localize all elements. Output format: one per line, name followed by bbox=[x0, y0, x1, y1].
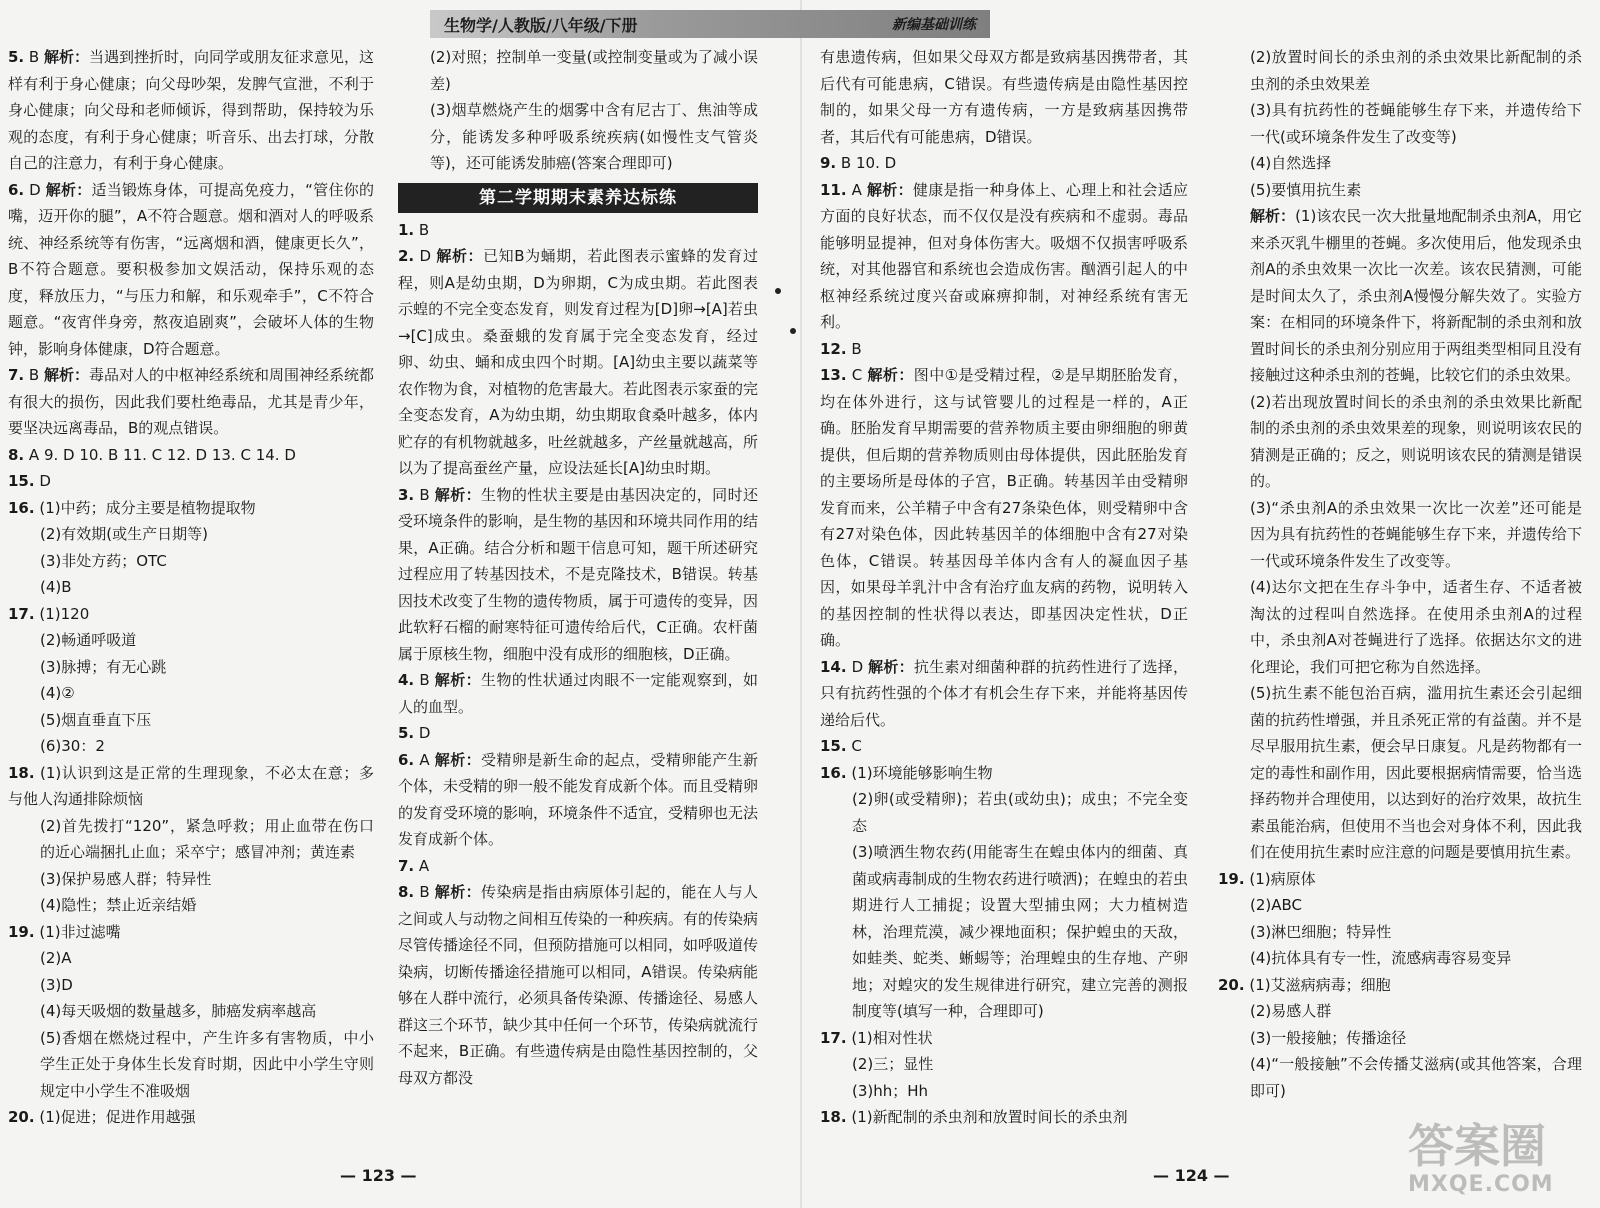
section-title: 第二学期期末素养达标练 bbox=[398, 183, 758, 213]
answer-number: 20. bbox=[8, 1108, 35, 1126]
answer-text: (2)放置时间长的杀虫剂的杀虫效果比新配制的杀虫剂的杀虫效果差 bbox=[1250, 48, 1582, 93]
answer-line bbox=[820, 760, 1188, 787]
answer-line bbox=[820, 336, 1188, 363]
answer-text: (2)易感人群 bbox=[1250, 1002, 1332, 1020]
answer-text: (4)② bbox=[40, 684, 75, 702]
header-title: 生物学/人教版/八年级/下册 bbox=[444, 15, 638, 35]
analysis-text: 传染病是指由病原体引起的，能在人与人之间或人与动物之间相互传染的一种疾病。有的传染病尽管传播途径不同，但预防措施可以相同，如呼吸道传染病，切断传播途径措施可以相同，A错误。传染病能够在人群中流行，必须具备传染源、传播途径、易感人群这三个环节，缺少其中任何一个环节，传染病就流行不起来，B正确。有些遗传病是由隐性基因控制的，父母双方都没 bbox=[398, 883, 759, 1087]
answer-line bbox=[1218, 97, 1582, 150]
answer-line bbox=[8, 998, 374, 1025]
answer-line bbox=[1218, 919, 1582, 946]
answer-number: 15. bbox=[8, 472, 35, 490]
analysis-label: 解析： bbox=[867, 366, 914, 384]
answer-text: (2)首先拨打“120”，紧急呼救；用止血带在伤口的近心端捆扎止血；采卒宁；感冒冲剂；黄连素 bbox=[40, 816, 374, 861]
answer-line bbox=[8, 866, 374, 893]
answer-line bbox=[1218, 389, 1582, 495]
answer-text: (3)“杀虫剂A的杀虫效果一次比一次差”还可能是因为具有抗药性的苍蝇能够生存下来，并遗传给下一代或环境条件发生了改变等。 bbox=[1250, 498, 1582, 570]
analysis-label: 解析： bbox=[434, 883, 482, 901]
answer-line bbox=[398, 720, 758, 747]
answer-text: (4)抗体具有专一性，流感病毒容易变异 bbox=[1250, 949, 1512, 967]
answer-text: B bbox=[419, 671, 435, 689]
answer-text: D bbox=[419, 247, 437, 265]
answer-text: (4)达尔文把在生存斗争中，适者生存、不适者被淘汰的过程叫自然选择。在使用杀虫剂A的过程中，杀虫剂A对苍蝇进行了选择。依据达尔文的进化理论，我们可把它称为自然选择。 bbox=[1250, 578, 1582, 676]
answer-number: 6. bbox=[398, 750, 415, 769]
answer-text: (5)要慎用抗生素 bbox=[1250, 180, 1362, 199]
column-4 bbox=[1218, 44, 1582, 1104]
answer-text: (2)A bbox=[40, 949, 72, 967]
answer-text: (3)脉搏；有无心跳 bbox=[40, 657, 167, 676]
answer-line bbox=[8, 892, 374, 919]
answer-text: (3)具有抗药性的苍蝇能够生存下来，并遗传给下一代(或环境条件发生了改变等) bbox=[1250, 101, 1582, 146]
answer-number: 3. bbox=[398, 485, 415, 504]
answer-line bbox=[1218, 44, 1582, 97]
answer-line bbox=[820, 362, 1188, 654]
answer-number: 16. bbox=[8, 498, 35, 517]
answer-line bbox=[820, 177, 1188, 336]
answer-text: (4)每天吸烟的数量越多，肺癌发病率越高 bbox=[40, 1002, 317, 1020]
answer-line bbox=[8, 521, 374, 548]
answer-text: C bbox=[851, 366, 868, 384]
answer-text: (1)病原体 bbox=[1249, 869, 1316, 888]
answer-number: 17. bbox=[8, 604, 35, 623]
answer-number: 6. bbox=[8, 180, 25, 199]
answer-text: A bbox=[851, 180, 867, 199]
answer-line bbox=[8, 654, 374, 681]
answer-text: (1)环境能够影响生物 bbox=[851, 763, 993, 782]
answer-line bbox=[1218, 680, 1582, 866]
analysis-label: 解析： bbox=[436, 247, 484, 265]
answer-number: 17. bbox=[820, 1028, 847, 1047]
answer-number: 5. bbox=[398, 724, 415, 742]
answer-line bbox=[398, 482, 758, 668]
answer-line bbox=[1218, 892, 1582, 919]
answer-line bbox=[1218, 972, 1582, 999]
answer-line bbox=[8, 707, 374, 734]
answer-text: C bbox=[851, 737, 862, 755]
answer-line bbox=[398, 217, 758, 244]
answer-line bbox=[1218, 177, 1582, 204]
analysis-label: 解析： bbox=[45, 180, 92, 199]
analysis-label: 解析： bbox=[434, 671, 482, 689]
answer-text: (1)非过滤嘴 bbox=[39, 922, 121, 941]
watermark bbox=[1408, 1120, 1588, 1200]
answer-number: 19. bbox=[8, 922, 35, 941]
answer-line bbox=[820, 1104, 1188, 1131]
analysis-text: 当遇到挫折时，向同学或朋友征求意见，这样有利于身心健康；向父母吵架，发脾气宣泄，不利于身心健康；向父母和老师倾诉，得到帮助，保持较为乐观的态度，有利于身心健康；听音乐、出去打球，分散自己的注意力，有利于身心健康。 bbox=[8, 48, 375, 172]
answer-number: 20. bbox=[1218, 975, 1245, 994]
answer-line bbox=[1218, 866, 1582, 893]
answer-text: B 10. D bbox=[840, 154, 897, 172]
analysis-text: 受精卵是新生命的起点，受精卵能产生新个体，未受精的卵一般不能发育成新个体。而且受精卵的发育受环境的影响，环境条件不适宜，受精卵也无法发育成新个体。 bbox=[398, 750, 759, 848]
answer-text: (6)30：2 bbox=[40, 737, 105, 755]
answer-text: (2)三；显性 bbox=[852, 1055, 934, 1073]
answer-text: A bbox=[419, 750, 435, 769]
analysis-text: (1)该农民一次大批量地配制杀虫剂A，用它来杀灭乳牛棚里的苍蝇。多次使用后，他发现杀虫剂A的杀虫效果一次比一次差。该农民猜测，可能是时间太久了，杀虫剂A慢慢分解失效了。实验方案：在相同的环境条件下，将新配制的杀虫剂和放置时间长的杀虫剂分别应用于两组类型相同且没有接触过这种杀虫剂的苍蝇，比较它们的杀虫效果。 bbox=[1250, 207, 1582, 384]
answer-line bbox=[820, 733, 1188, 760]
answer-number: 7. bbox=[8, 366, 25, 384]
column-2 bbox=[398, 44, 758, 1091]
answer-line bbox=[820, 1051, 1188, 1078]
page-number-left: — 123 — bbox=[340, 1166, 417, 1185]
watermark-logo-text: 答案圈 bbox=[1408, 1119, 1546, 1173]
answer-line bbox=[398, 243, 758, 482]
analysis-text: 健康是指一种身体上、心理上和社会适应方面的良好状态，而不仅仅是没有疾病和不虚弱。毒品能够明显提神，但对身体伤害大。吸烟不仅损害呼吸系统，对其他器官和系统也会造成伤害。酗酒引起人的中枢神经系统过度兴奋或麻痹抑制，对神经系统有害无利。 bbox=[820, 180, 1188, 331]
answer-line bbox=[8, 813, 374, 866]
print-dot bbox=[775, 288, 781, 294]
answer-number: 5. bbox=[8, 48, 25, 66]
answer-text: D bbox=[29, 180, 46, 199]
answer-line bbox=[1218, 1025, 1582, 1052]
answer-text: (1)相对性状 bbox=[851, 1028, 933, 1047]
answer-line bbox=[8, 680, 374, 707]
answer-line bbox=[820, 654, 1188, 734]
running-header bbox=[430, 10, 990, 38]
answer-number: 11. bbox=[820, 180, 847, 199]
column-3 bbox=[820, 44, 1188, 1131]
answer-text: (4)自然选择 bbox=[1250, 154, 1332, 172]
answer-number: 2. bbox=[398, 247, 415, 265]
answer-line bbox=[8, 495, 374, 522]
analysis-label: 解析： bbox=[1250, 207, 1296, 225]
answer-number: 15. bbox=[820, 737, 847, 755]
answer-text: (2)有效期(或生产日期等) bbox=[40, 525, 208, 543]
answer-text: B bbox=[419, 883, 435, 901]
answer-text: (4)B bbox=[40, 578, 72, 596]
answer-line bbox=[1218, 945, 1582, 972]
answer-text: (3)hh；Hh bbox=[852, 1081, 929, 1100]
analysis-text: 生物的性状主要是由基因决定的，同时还受环境条件的影响，是生物的基因和环境共同作用的结果，A正确。结合分析和题干信息可知，题干所述研究过程应用了转基因技术，不是克隆技术，B错误。转基因技术改变了生物的遗传物质，属于可遗传的变异，因此软籽石榴的耐寒特征可遗传给后代，C正确。农杆菌属于原核生物，细胞中没有成形的细胞核，D正确。 bbox=[398, 485, 759, 663]
answer-number: 4. bbox=[398, 671, 415, 689]
answer-line bbox=[8, 1104, 374, 1131]
answer-text: B bbox=[28, 366, 44, 384]
analysis-label: 解析： bbox=[867, 180, 913, 199]
answer-text: D bbox=[851, 657, 869, 676]
answer-text: (1)艾滋病病毒；细胞 bbox=[1249, 975, 1391, 994]
answer-text: (2)卵(或受精卵)；若虫(或幼虫)；成虫；不完全变态 bbox=[852, 790, 1188, 835]
analysis-label: 解析： bbox=[43, 366, 89, 384]
answer-line bbox=[8, 44, 374, 177]
column-1 bbox=[8, 44, 374, 1131]
answer-line bbox=[8, 601, 374, 628]
answer-text: (4)“一般接触”不会传播艾滋病(或其他答案，合理即可) bbox=[1250, 1055, 1582, 1100]
answer-number: 16. bbox=[820, 763, 847, 782]
answer-line bbox=[820, 786, 1188, 839]
answer-text: (3)一般接触；传播途径 bbox=[1250, 1028, 1407, 1047]
answer-text: (1)认识到这是正常的生理现象，不必太在意；多与他人沟通排除烦恼 bbox=[8, 763, 374, 808]
answer-number: 14. bbox=[820, 657, 847, 676]
answer-line bbox=[8, 574, 374, 601]
page-number-right: — 124 — bbox=[1153, 1166, 1230, 1185]
answer-text: (1)中药；成分主要是植物提取物 bbox=[39, 498, 256, 517]
answer-text: 有患遗传病，但如果父母双方都是致病基因携带者，其后代有可能患病，C错误。有些遗传病是由隐性基因控制的，如果父母一方有遗传病，一方是致病基因携带者，其后代有可能患病，D错误。 bbox=[820, 48, 1188, 146]
answer-line bbox=[1218, 150, 1582, 177]
answer-text: (1)新配制的杀虫剂和放置时间长的杀虫剂 bbox=[851, 1108, 1128, 1126]
print-dot bbox=[790, 328, 796, 334]
answer-text: (3)保护易感人群；特异性 bbox=[40, 869, 212, 888]
answer-text: A bbox=[418, 856, 430, 875]
answer-text: (3)非处方药；OTC bbox=[40, 551, 167, 570]
analysis-label: 解析： bbox=[868, 657, 914, 676]
answer-text: (3)D bbox=[40, 975, 73, 994]
answer-line bbox=[8, 442, 374, 469]
answer-number: 12. bbox=[820, 339, 847, 358]
answer-text: (5)烟直垂直下压 bbox=[40, 710, 152, 729]
answer-line bbox=[8, 468, 374, 495]
answer-text: (3)烟草燃烧产生的烟雾中含有尼古丁、焦油等成分，能诱发多种呼吸系统疾病(如慢性支气管炎等)，还可能诱发肺癌(答案合理即可) bbox=[430, 101, 758, 172]
analysis-label: 解析： bbox=[434, 750, 482, 769]
answer-line bbox=[820, 839, 1188, 1025]
answer-number: 7. bbox=[398, 856, 415, 875]
answer-line bbox=[8, 760, 374, 813]
answer-line bbox=[8, 362, 374, 442]
answer-line bbox=[8, 733, 374, 760]
answer-text: D bbox=[39, 472, 51, 490]
analysis-text: 图中①是受精过程，②是早期胚胎发育，均在体外进行，这与试管婴儿的过程是一样的，A正确。胚胎发育早期需要的营养物质主要由卵细胞的卵黄提供，但后期的营养物质则由母体提供，因此胚胎发育的主要场所是母体的子宫，B正确。转基因羊由受精卵发育而来，公羊精子中含有27条染色体，则受精卵中含有27对染色体，因此转基因羊的体细胞中含有27对染色体，C错误。转基因母羊体内含有人的凝血因子基因，如果母羊乳汁中含有治疗血友病的药物，说明转入的基因控制的性状得以表达，即基因决定性状，D正确。 bbox=[820, 366, 1188, 649]
answer-text: (1)促进；促进作用越强 bbox=[39, 1108, 196, 1126]
answer-number: 1. bbox=[398, 220, 415, 239]
answer-text: (5)香烟在燃烧过程中，产生许多有害物质，中小学生正处于身体生长发育时期，因此中小学生守则规定中小学生不准吸烟 bbox=[40, 1028, 374, 1100]
answer-number: 9. bbox=[820, 154, 837, 172]
answer-text: (2)若出现放置时间长的杀虫剂的杀虫效果比新配制的杀虫剂的杀虫效果差的现象，则说明该农民的猜测是正确的；反之，则说明该农民的猜测是错误的。 bbox=[1250, 392, 1582, 490]
answer-line bbox=[398, 747, 758, 853]
answer-text: (2)ABC bbox=[1250, 896, 1303, 914]
answer-text: (1)120 bbox=[39, 604, 90, 623]
answer-line bbox=[1218, 574, 1582, 680]
answer-text: A 9. D 10. B 11. C 12. D 13. C 14. D bbox=[28, 445, 296, 464]
answer-line bbox=[398, 44, 758, 97]
answer-line bbox=[8, 919, 374, 946]
answer-number: 18. bbox=[8, 763, 35, 782]
answer-text: (3)喷洒生物农药(用能寄生在蝗虫体内的细菌、真菌或病毒制成的生物农药进行喷洒)；在蝗虫的若虫期进行人工捕捉；设置大型捕虫网；大力植树造林，治理荒漠，减少裸地面积；保护蝗虫的天敌，如蛙类、蛇类、蜥蜴等；治理蝗虫的生存地、产卵地；对蝗灾的发生规律进行研究，建立完善的测报制度等(填写一种，合理即可) bbox=[852, 843, 1188, 1020]
answer-line bbox=[8, 945, 374, 972]
answer-text: D bbox=[418, 724, 431, 742]
analysis-text: 毒品对人的中枢神经系统和周围神经系统都有很大的损伤，因此我们要杜绝毒品，尤其是青少年，要坚决远离毒品，B的观点错误。 bbox=[8, 366, 375, 437]
answer-line bbox=[1218, 495, 1582, 575]
answer-line bbox=[820, 150, 1188, 177]
answer-text: (2)畅通呼吸道 bbox=[40, 631, 137, 649]
answer-line bbox=[820, 1025, 1188, 1052]
answer-text: (2)对照；控制单一变量(或控制变量或为了减小误差) bbox=[430, 48, 758, 93]
answer-text: B bbox=[851, 339, 862, 358]
answer-line bbox=[8, 627, 374, 654]
analysis-text: 抗生素对细菌种群的抗药性进行了选择，只有抗药性强的个体才有机会生存下来，并能将基因传递给后代。 bbox=[820, 657, 1188, 729]
answer-text: (5)抗生素不能包治百病，滥用抗生素还会引起细菌的抗药性增强，并且杀死正常的有益菌。并不是尽早服用抗生素，便会早日康复。凡是药物都有一定的毒性和副作用，因此要根据病情需要，恰当选择药物并合理使用，以达到好的治疗效果，故抗生素虽能治病，但使用不当也会对身体不利，因此我们在使用抗生素时应注意的问题是要慎用抗生素。 bbox=[1250, 684, 1582, 861]
analysis-label: 解析： bbox=[434, 485, 482, 504]
answer-text: B bbox=[418, 220, 430, 239]
answer-number: 8. bbox=[398, 883, 415, 901]
answer-text: (3)淋巴细胞；特异性 bbox=[1250, 922, 1392, 941]
answer-text: (4)隐性；禁止近亲结婚 bbox=[40, 896, 197, 914]
answer-line bbox=[8, 972, 374, 999]
answer-number: 19. bbox=[1218, 869, 1245, 888]
page-fold bbox=[800, 0, 802, 1208]
answer-line bbox=[8, 177, 374, 363]
answer-number: 8. bbox=[8, 445, 25, 464]
answer-line bbox=[1218, 998, 1582, 1025]
answer-line bbox=[1218, 1051, 1582, 1104]
answer-number: 13. bbox=[820, 366, 847, 384]
analysis-text: 已知B为蛹期，若此图表示蜜蜂的发育过程，则A是幼虫期，D为卵期，C为成虫期。若此图表示蝗的不完全变态发育，则发育过程为[D]卵→[A]若虫→[C]成虫。桑蚕蛾的发育属于完全变态发育，经过卵、幼虫、蛹和成虫四个时期。[A]幼虫主要以蔬菜等农作物为食，对植物的危害最大。若此图表示家蚕的完全变态发育，A为幼虫期，幼虫期取食桑叶越多，体内贮存的有机物就越多，吐丝就越多，产丝量就越高，所以为了提高蚕丝产量，应设法延长[A]幼虫时期。 bbox=[398, 247, 759, 477]
analysis-text: 生物的性状通过肉眼不一定能观察到，如人的血型。 bbox=[398, 671, 758, 716]
analysis-label: 解析： bbox=[43, 48, 89, 66]
answer-line bbox=[8, 548, 374, 575]
answer-line bbox=[398, 667, 758, 720]
answer-line bbox=[398, 97, 758, 177]
answer-line bbox=[398, 879, 758, 1091]
answer-line bbox=[1218, 203, 1582, 389]
answer-line bbox=[398, 853, 758, 880]
header-brand: 新编基础训练 bbox=[892, 17, 976, 33]
answer-text: B bbox=[28, 48, 44, 66]
answer-line bbox=[820, 1078, 1188, 1105]
answer-number: 18. bbox=[820, 1108, 847, 1126]
answer-line bbox=[820, 44, 1188, 150]
answer-text: B bbox=[419, 485, 435, 504]
answer-line bbox=[8, 1025, 374, 1105]
analysis-text: 适当锻炼身体，可提高免疫力，“管住你的嘴，迈开你的腿”，A不符合题意。烟和酒对人的呼吸系统、神经系统等有伤害，“远离烟和酒，健康更长久”，B不符合题意。要积极参加文娱活动，保持乐观的态度，释放压力，“与压力和解，和乐观牵手”，C不符合题意。“夜宵伴身旁，熬夜追剧爽”，会破坏人体的生物钟，影响身体健康，D符合题意。 bbox=[8, 180, 374, 358]
watermark-site: MXQE.COM bbox=[1408, 1172, 1554, 1197]
